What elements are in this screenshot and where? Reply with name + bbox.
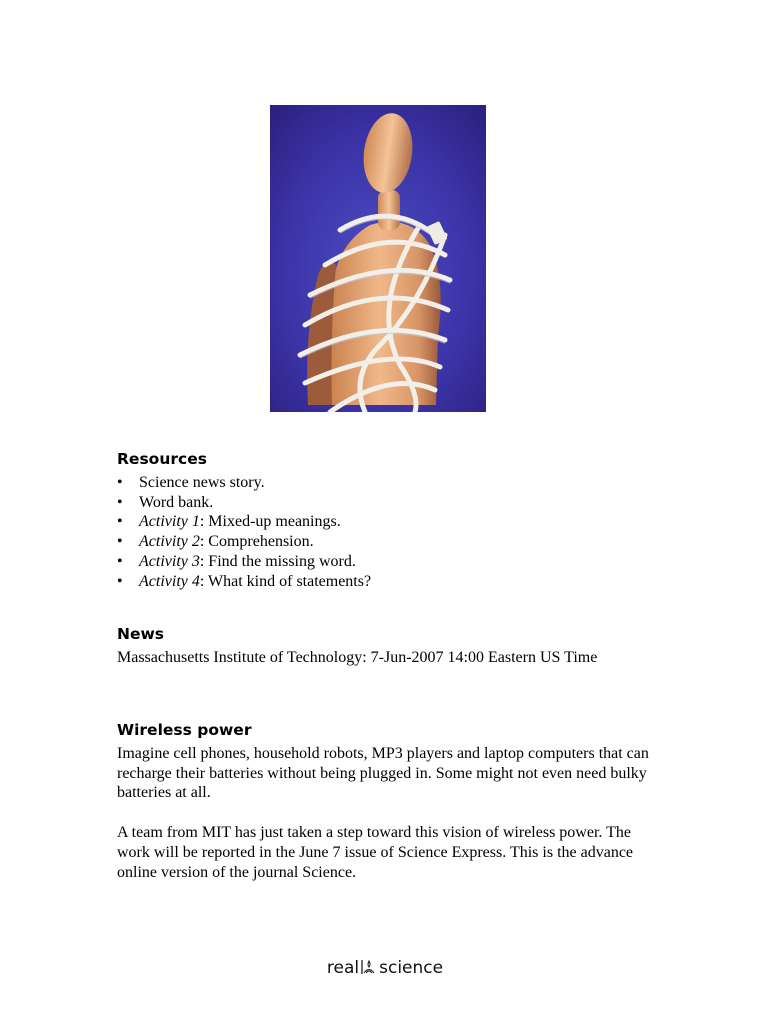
activity-label: Activity 1 — [139, 513, 200, 531]
article-paragraph: Imagine cell phones, household robots, MP3 players and laptop computers that can recharge their batteries without being plugged in. Some might not even need bulky batteries at all. — [117, 745, 649, 802]
resources-list — [117, 473, 657, 591]
bullet-icon: • — [117, 474, 123, 491]
news-source: Massachusetts Institute of Technology: 7-Jun-2007 14:00 Eastern US Time — [117, 649, 598, 666]
logo-icon — [360, 958, 378, 981]
logo-text-right: science — [379, 958, 444, 978]
activity-label: Activity 4 — [139, 572, 200, 590]
footer-logo — [0, 958, 770, 981]
article-paragraph: A team from MIT has just taken a step toward this vision of wireless power. The work will be reported in the June 7 issue of Science Express. This is the advance online version of the journal Science. — [117, 824, 634, 881]
resources-heading: Resources — [117, 450, 207, 468]
article-heading: Wireless power — [117, 721, 252, 739]
list-item: • Activity 3: Find the missing word. — [117, 552, 356, 570]
logo-text-left: real — [326, 958, 360, 978]
bullet-icon: • — [117, 552, 123, 570]
resources-section — [117, 449, 657, 591]
list-item: • Word bank. — [117, 493, 214, 511]
news-heading: News — [117, 625, 165, 643]
bullet-icon: • — [117, 572, 123, 590]
list-item: • Science news story. — [117, 474, 265, 491]
activity-label: Activity 3 — [139, 552, 200, 570]
list-item: • Activity 2: Comprehension. — [117, 533, 314, 551]
bullet-icon: • — [117, 513, 123, 531]
bullet-icon: • — [117, 533, 123, 551]
article-photo — [270, 105, 486, 412]
news-section — [117, 624, 657, 668]
bullet-icon: • — [117, 493, 123, 511]
article-section — [117, 720, 657, 882]
list-item: • Activity 4: What kind of statements? — [117, 572, 372, 590]
list-item: • Activity 1: Mixed-up meanings. — [117, 513, 341, 531]
activity-label: Activity 2 — [139, 533, 200, 551]
